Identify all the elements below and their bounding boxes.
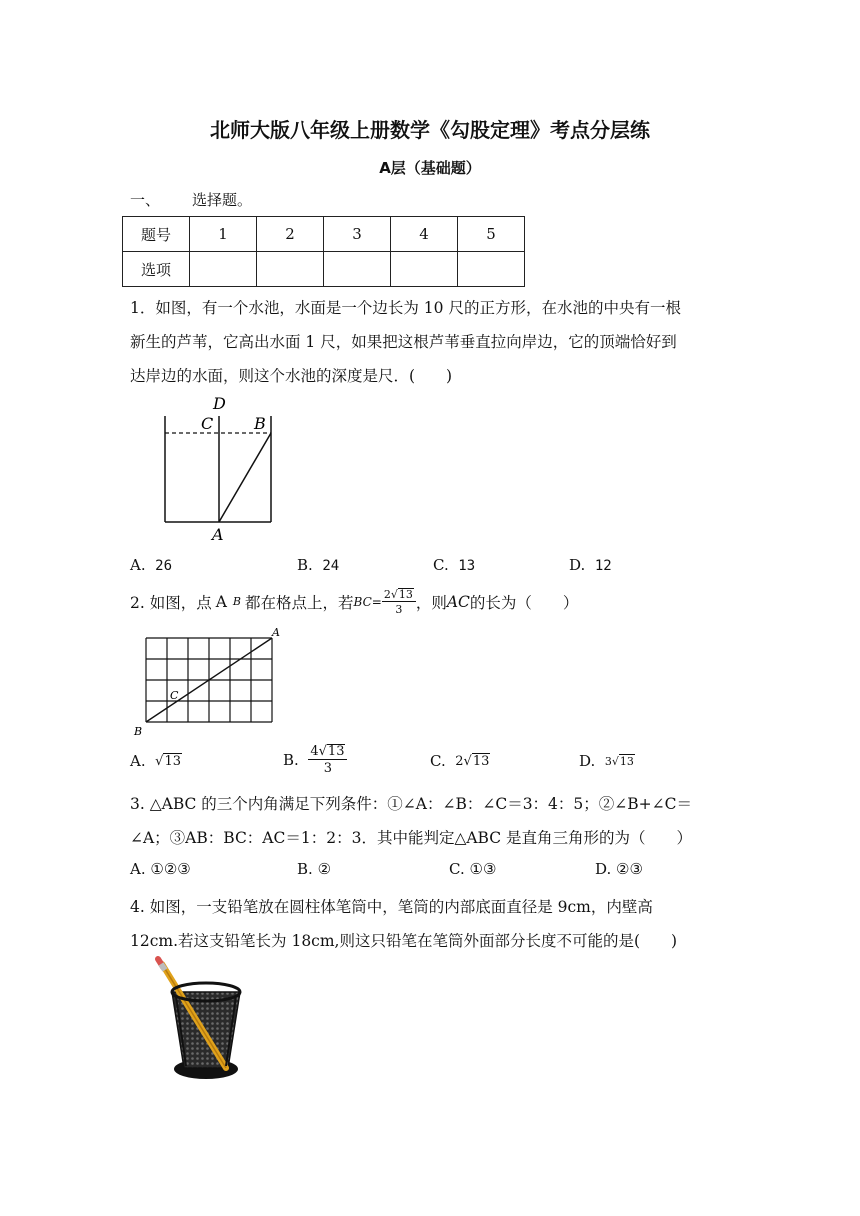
q2-stem [130, 588, 578, 615]
fraction-radicand: 13 [398, 588, 413, 601]
q4-line: 12cm.若这支铅笔长为 18cm,则这只铅笔在笔筒外面部分长度不可能的是( ) [130, 932, 678, 950]
option-letter: B. [283, 750, 299, 769]
answer-table-number-row [123, 217, 525, 252]
q3-option-b[interactable] [297, 860, 331, 878]
option-sqrt: √ 13 [463, 754, 490, 769]
q3-line: ∠A；③AB：BC：AC＝1：2：3．其中能判定△ABC 是直角三角形的为（ ） [130, 829, 693, 847]
option-fraction: 4√ 13 3 [308, 744, 347, 775]
pond-figure [150, 392, 290, 544]
option-value: 24 [322, 558, 340, 574]
q2-option-a[interactable] [130, 752, 182, 770]
q2-bc: BC= [353, 594, 382, 609]
option-radicand: 13 [472, 754, 490, 769]
section-number: 一、 [130, 191, 161, 209]
option-radicand: 13 [164, 754, 181, 769]
section-level-title: A层（基础题） [379, 159, 481, 177]
table-header-cell: 选项 [123, 252, 190, 287]
table-cell: 1 [190, 217, 257, 252]
pencil-cup-illustration [150, 956, 250, 1086]
fraction-coef: 4 [310, 744, 319, 759]
fraction-radicand: 13 [327, 744, 345, 759]
section-label: 选择题。 [192, 191, 253, 209]
q2-suffix: 的长为（ ） [469, 593, 579, 612]
option-sqrt: √ 13 [155, 754, 181, 769]
option-value: 26 [155, 558, 173, 574]
table-cell: 3 [324, 217, 391, 252]
label-A: A [212, 525, 224, 544]
q2-ac: AC [446, 592, 470, 611]
grid-figure [132, 622, 282, 738]
q2-option-c[interactable] [430, 752, 490, 770]
q2-prefix: 2. 如图，点 [130, 593, 212, 612]
option-sqrt: √ 13 [611, 755, 634, 768]
q3-line: 3. △ABC 的三个内角满足下列条件：①∠A：∠B：∠C＝3：4：5；②∠B+∠C＝ [130, 795, 692, 813]
table-cell: 5 [458, 217, 525, 252]
grid-label-A: A [272, 626, 280, 639]
label-C: C [201, 414, 214, 433]
option-value: 13 [458, 558, 476, 574]
fraction-denominator: 3 [323, 761, 333, 776]
grid-label-B: B [134, 725, 143, 738]
option-value: ②③ [616, 860, 643, 878]
option-letter: C. [449, 860, 465, 878]
q1-option-b[interactable] [297, 556, 339, 574]
q2-mid: 都在格点上，若 [245, 593, 354, 612]
q1-option-d[interactable] [569, 556, 612, 574]
table-header-cell: 题号 [123, 217, 190, 252]
option-coef: 2 [455, 753, 464, 769]
option-letter: C. [433, 556, 449, 574]
option-letter: A. [130, 752, 146, 770]
q4-line: 4. 如图，一支铅笔放在圆柱体笔筒中，笔筒的内部底面直径是 9cm，内壁高 [130, 898, 653, 916]
answer-table-option-row [123, 252, 525, 287]
option-letter: B. [297, 556, 313, 574]
q2-option-d[interactable] [579, 752, 635, 770]
option-letter: D. [579, 752, 596, 770]
option-value: ② [317, 860, 332, 878]
option-letter: A. [130, 556, 146, 574]
section-heading [130, 189, 252, 210]
q1-line: 新生的芦苇，它高出水面 1 尺，如果把这根芦苇垂直拉向岸边，它的顶端恰好到 [130, 333, 677, 351]
q3-option-a[interactable] [130, 860, 191, 878]
q2-point-a: A [215, 592, 227, 611]
answer-cell[interactable] [458, 252, 525, 287]
q2-then: ，则 [415, 593, 447, 612]
option-letter: B. [297, 860, 313, 878]
answer-cell[interactable] [257, 252, 324, 287]
answer-cell[interactable] [324, 252, 391, 287]
q3-option-c[interactable] [449, 860, 496, 878]
q2-fraction: 2√ 13 3 [382, 588, 416, 615]
q1-option-a[interactable] [130, 556, 172, 574]
answer-cell[interactable] [391, 252, 458, 287]
option-value: ①③ [469, 860, 497, 878]
q1-line: 1．如图，有一个水池，水面是一个边长为 10 尺的正方形，在水池的中央有一根 [130, 299, 681, 317]
q1-option-c[interactable] [433, 556, 475, 574]
q1-line: 达岸边的水面，则这个水池的深度是尺．( ) [130, 367, 453, 385]
option-radicand: 13 [619, 755, 634, 768]
option-letter: D. [569, 556, 586, 574]
option-letter: C. [430, 752, 446, 770]
option-value: 12 [594, 558, 612, 574]
q2-point-b: B [232, 595, 242, 608]
label-B: B [254, 414, 266, 433]
label-D: D [213, 394, 226, 413]
fraction-denominator: 3 [395, 603, 403, 616]
q2-option-b[interactable] [283, 744, 347, 775]
option-letter: A. [130, 860, 146, 878]
fraction-coef: 2 [383, 588, 391, 601]
grid-label-C: C [170, 689, 179, 702]
answer-cell[interactable] [190, 252, 257, 287]
document-title: 北师大版八年级上册数学《勾股定理》考点分层练 [210, 118, 650, 142]
table-cell: 2 [257, 217, 324, 252]
answer-table [122, 216, 525, 287]
option-coef: 3 [604, 754, 612, 768]
table-cell: 4 [391, 217, 458, 252]
option-value: ①②③ [150, 860, 191, 878]
q3-option-d[interactable] [595, 860, 643, 878]
option-letter: D. [595, 860, 612, 878]
